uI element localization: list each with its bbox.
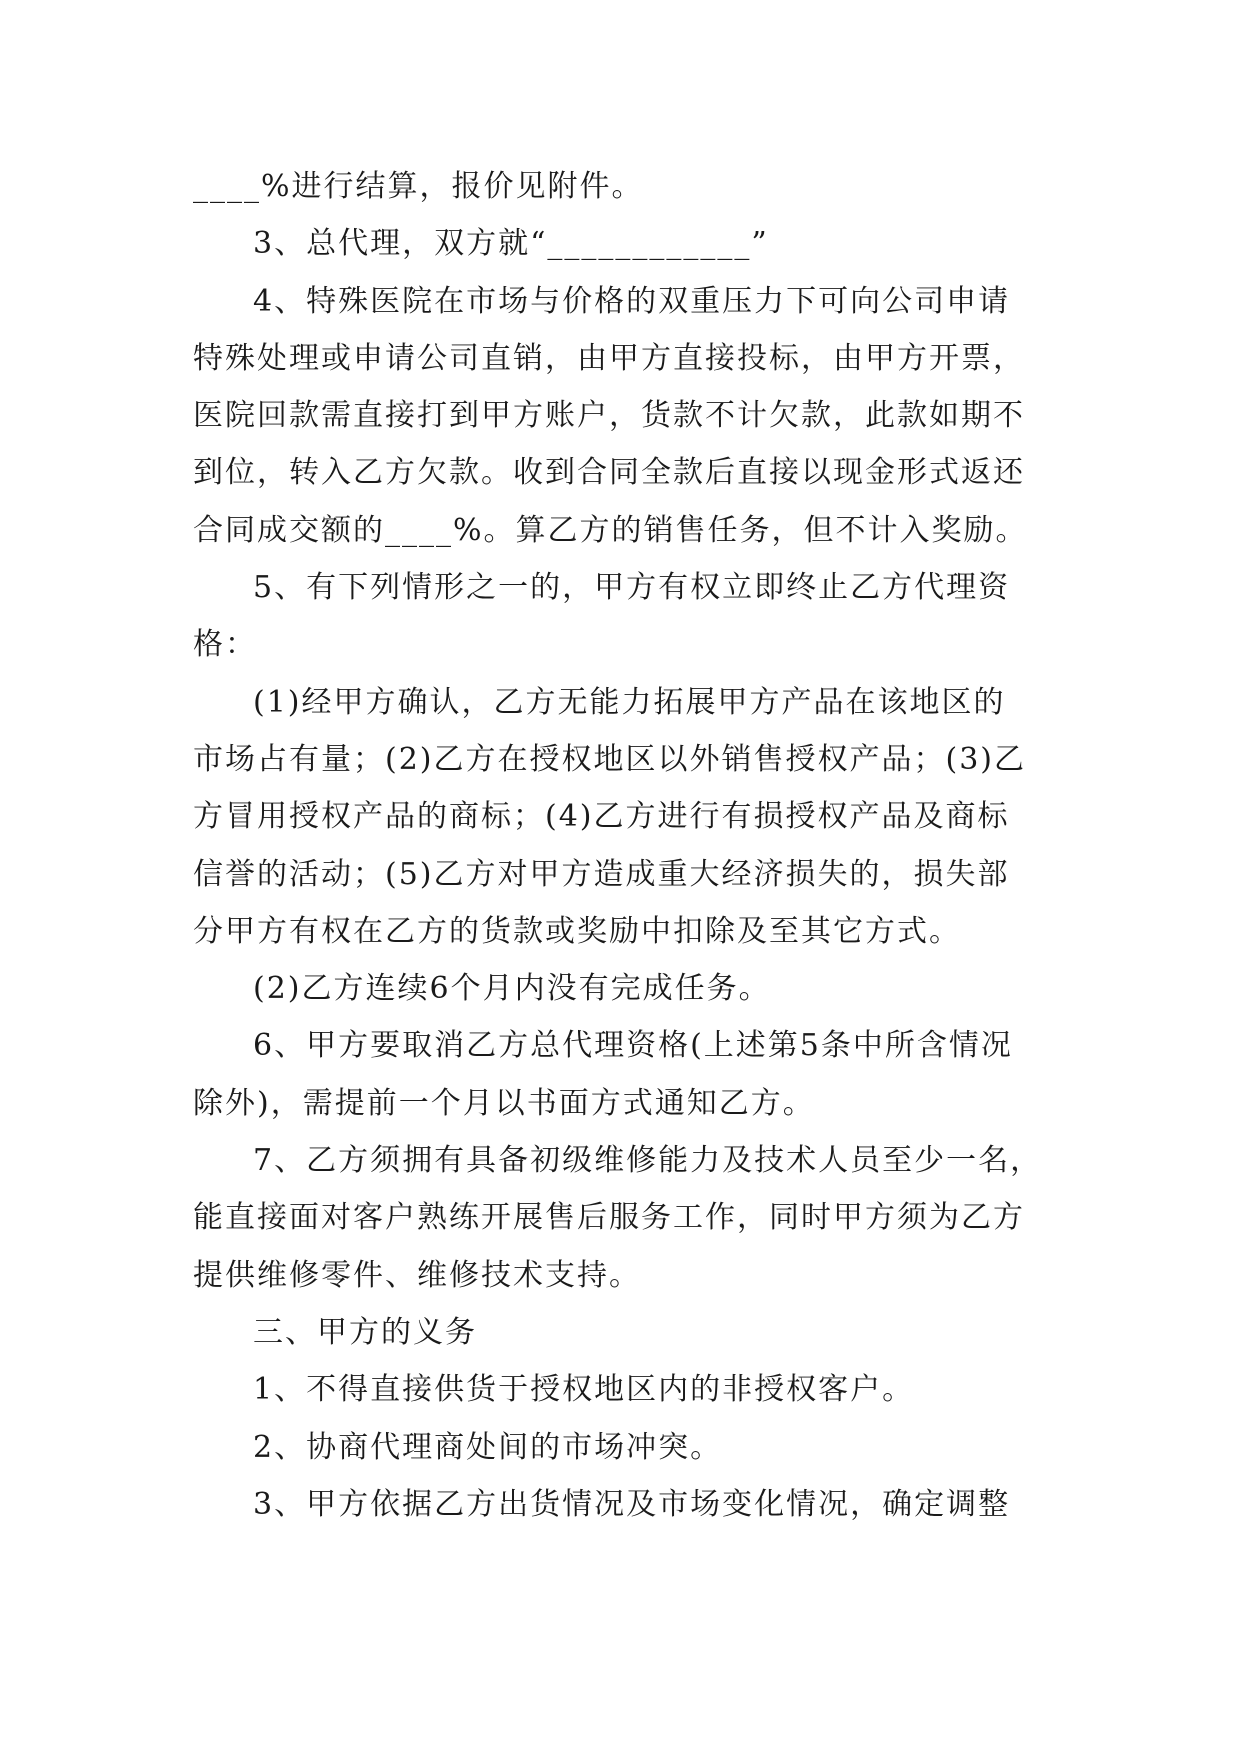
text-line: 能直接面对客户熟练开展售后服务工作，同时甲方须为乙方 <box>193 1200 1025 1236</box>
text-line: 2、协商代理商处间的市场冲突。 <box>253 1429 723 1465</box>
text-line: 合同成交额的____%。算乙方的销售任务，但不计入奖励。 <box>193 512 1028 548</box>
text-line: (1)经甲方确认，乙方无能力拓展甲方产品在该地区的 <box>253 684 1006 720</box>
text-line: 6、甲方要取消乙方总代理资格(上述第5条中所含情况 <box>253 1028 1013 1064</box>
section-heading: 三、甲方的义务 <box>253 1314 477 1350</box>
text-line: 7、乙方须拥有具备初级维修能力及技术人员至少一名， <box>253 1143 1043 1179</box>
text-line: 格： <box>193 627 257 663</box>
text-line: 除外)，需提前一个月以书面方式通知乙方。 <box>193 1085 815 1121</box>
text-line: 4、特殊医院在市场与价格的双重压力下可向公司申请 <box>253 283 1011 319</box>
text-line: ____%进行结算，报价见附件。 <box>193 169 644 204</box>
text-line: 到位，转入乙方欠款。收到合同全款后直接以现金形式返还 <box>193 455 1025 491</box>
text-line: 方冒用授权产品的商标；(4)乙方进行有损授权产品及商标 <box>193 799 1010 835</box>
text-line: 分甲方有权在乙方的货款或奖励中扣除及至其它方式。 <box>193 913 961 949</box>
text-line: 提供维修零件、维修技术支持。 <box>193 1257 641 1293</box>
text-line: 医院回款需直接打到甲方账户，货款不计欠款，此款如期不 <box>193 398 1025 434</box>
document-body <box>193 158 1053 1533</box>
text-line: 信誉的活动；(5)乙方对甲方造成重大经济损失的，损失部 <box>193 856 1010 892</box>
text-line: (2)乙方连续6个月内没有完成任务。 <box>253 971 771 1007</box>
text-line: 特殊处理或申请公司直销，由甲方直接投标，由甲方开票， <box>193 340 1025 376</box>
text-line: 3、甲方依据乙方出货情况及市场变化情况，确定调整 <box>253 1486 1011 1522</box>
text-line: 5、有下列情形之一的，甲方有权立即终止乙方代理资 <box>253 570 1011 606</box>
text-line: 3、总代理，双方就“____________” <box>253 226 769 262</box>
text-line: 1、不得直接供货于授权地区内的非授权客户。 <box>253 1372 915 1408</box>
text-line: 市场占有量；(2)乙方在授权地区以外销售授权产品；(3)乙 <box>193 741 1026 777</box>
